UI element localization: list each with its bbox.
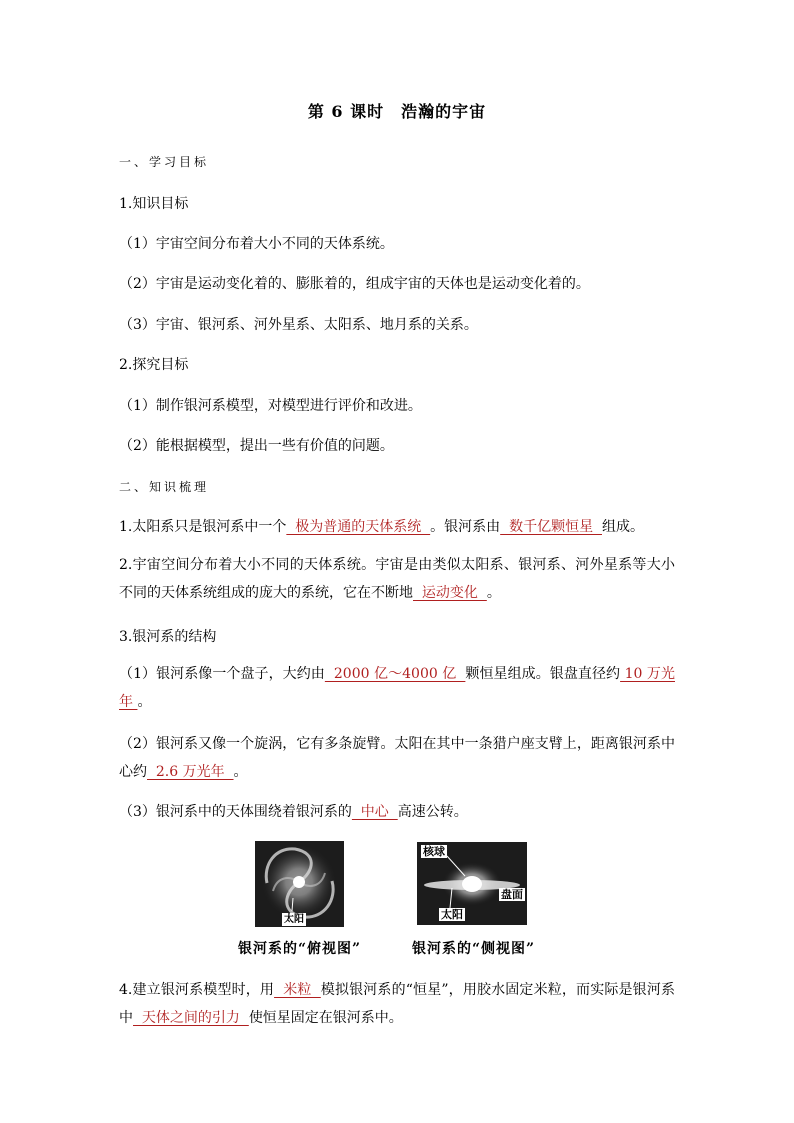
knowledge-goal-title: 1.知识目标 xyxy=(119,196,189,212)
q1-answer-1: 极为普通的天体系统 xyxy=(286,519,431,535)
q3-1-answer-1: 2000 亿～4000 亿 xyxy=(324,666,466,682)
q3-2-text-a: （2）银河系又像一个旋涡，它有多条旋臂。太阳在其中一条猎户座支臂上，距离银河系中心约 xyxy=(119,736,675,780)
caption-top-view: 银河系的“俯视图” xyxy=(238,941,362,957)
side-view-sun-label: 太阳 xyxy=(441,908,463,921)
knowledge-goal-3: （3）宇宙、银河系、河外星系、太阳系、地月系的关系。 xyxy=(119,317,478,333)
question-3-3 xyxy=(119,801,468,821)
q3-2-text-b: 。 xyxy=(233,764,248,780)
section-heading-review: 二、知识梳理 xyxy=(119,480,210,494)
q1-text-c: 组成。 xyxy=(601,519,644,535)
q4-answer-2: 天体之间的引力 xyxy=(133,1010,249,1026)
galaxy-top-view-image xyxy=(255,841,344,927)
q4-text-c: 使恒星固定在银河系中。 xyxy=(248,1010,403,1026)
q3-1-text-c: 。 xyxy=(137,694,152,710)
disk-label: 盘面 xyxy=(501,888,523,901)
q2-answer-1: 运动变化 xyxy=(413,585,487,601)
caption-side-view: 银河系的“侧视图” xyxy=(412,941,536,957)
q2-text-a: 2.宇宙空间分布着大小不同的天体系统。宇宙是由类似太阳系、银河系、河外星系等大小不同的天体系统组成的庞大的系统，它在不断地 xyxy=(119,557,675,601)
section-heading-goals: 一、学习目标 xyxy=(119,155,210,169)
q3-3-text-a: （3）银河系中的天体围绕着银河系的 xyxy=(119,804,352,820)
bulge-label: 核球 xyxy=(423,845,445,858)
lesson-title: 第 6 课时 浩瀚的宇宙 xyxy=(307,102,487,121)
q2-text-b: 。 xyxy=(486,585,501,601)
top-view-sun-label: 太阳 xyxy=(284,914,304,925)
question-3-1 xyxy=(119,660,675,716)
explore-goal-2: （2）能根据模型，提出一些有价值的问题。 xyxy=(119,438,394,454)
q3-1-text-b: 颗恒星组成。银盘直径约 xyxy=(465,666,621,682)
q1-text-a: 1.太阳系只是银河系中一个 xyxy=(119,519,287,535)
q3-1-text-a: （1）银河系像一个盘子，大约由 xyxy=(119,666,325,682)
q1-answer-2: 数千亿颗恒星 xyxy=(500,519,602,535)
question-3-title: 3.银河系的结构 xyxy=(119,629,217,645)
knowledge-goal-2: （2）宇宙是运动变化着的、膨胀着的，组成宇宙的天体也是运动变化着的。 xyxy=(119,276,590,292)
q3-2-answer-1: 2.6 万光年 xyxy=(147,764,234,780)
q3-3-text-b: 高速公转。 xyxy=(397,804,468,820)
question-3-2 xyxy=(119,730,675,786)
q4-text-a: 4.建立银河系模型时，用 xyxy=(119,982,275,998)
q4-text-b: 模拟银河系的“恒星”，用胶水固定米粒，而实际是银河系中 xyxy=(119,982,675,1026)
q3-3-answer-1: 中心 xyxy=(351,804,398,820)
explore-goal-1: （1）制作银河系模型，对模型进行评价和改进。 xyxy=(119,398,422,414)
question-4 xyxy=(119,976,675,1032)
q3-1-answer-2: 10 万光年 xyxy=(119,666,675,710)
q1-text-b: 。银河系由 xyxy=(430,519,501,535)
q4-answer-1: 米粒 xyxy=(274,982,321,998)
knowledge-goal-1: （1）宇宙空间分布着大小不同的天体系统。 xyxy=(119,236,394,252)
explore-goal-title: 2.探究目标 xyxy=(119,357,189,373)
galaxy-side-view-image xyxy=(417,842,527,925)
question-2 xyxy=(119,551,675,607)
question-1 xyxy=(119,516,644,536)
